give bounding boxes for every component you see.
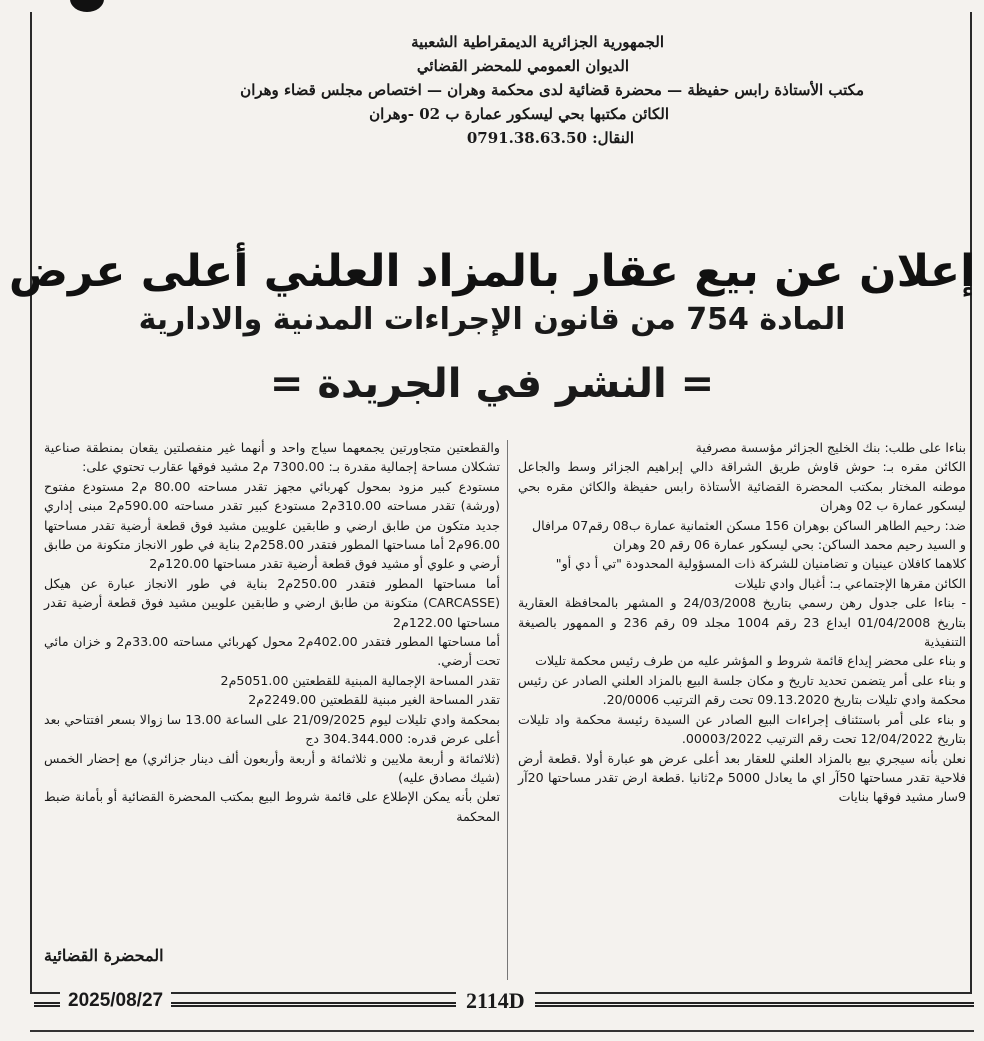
paragraph: بناءا على طلب: بنك الخليج الجزائر مؤسسة مصرفية [695, 440, 966, 455]
corner-mark [70, 0, 104, 12]
paragraph: نعلن بأنه سيجري بيع بالمزاد العلني للعقار بعد أعلى عرض هو عبارة أولا .قطعة أرض فلاحية تقدر مساحتها 50آر اي ما يعادل 5000 م2ثانيا .قطعة ارض تقدر مساحتها 20آر 9سار مشيد فوقها بنايات [518, 750, 966, 805]
footer-date: 2025/08/27 [60, 990, 171, 1012]
paragraph: تقدر المساحة الغير مبنية للقطعتين 2249.00م2 [248, 692, 500, 708]
right-column [518, 438, 966, 807]
document-header [144, 30, 864, 150]
bottom-rule [30, 1030, 974, 1032]
paragraph: الكائن مقره بـ: حوش قاوش طريق الشراقة دالي إبراهيم الجزائر وسط والجاعل موطنه المختار بمكتب المحضرة القضائية الأستاذة رابس حفيظة والكائن مقره بحي ليسكور عمارة ب 02 وهران [518, 459, 966, 514]
paragraph: مستودع كبير مزود بمحول كهربائي مجهز تقدر مساحته 80.00 م2 مستودع مفتوح (ورشة) تقدر مساحته 310.00م2 مستودع كبير تقدر مساحته 590.00م2 مبنى إداري جديد متكون من طابق ارضي و طابقين علويين مشيد فوق قطعة أرضية تقدر مساحتها 96.00م2 أما مساحتها المطور فتقدر 258.00م2 بناية في طور الانجاز متكونة من طابق أرضي و علوي أو مشيد فوق قطعة أرضية تقدر مساحتها 120.00م2 [44, 478, 501, 572]
footer-code: 2114D [456, 988, 535, 1014]
announcement-subtitle: المادة 754 من قانون الإجراءات المدنية والادارية [138, 302, 846, 337]
paragraph: و بناء على أمر يتضمن تحديد تاريخ و مكان جلسة البيع بالمزاد العلني الصادر عن رئيس محكمة وادي تليلات بتاريخ 09.13.2020 تحت رقم الترتيب 20/0006. [518, 672, 966, 708]
paragraph: والقطعتين متجاورتين يجمعهما سياج واحد و أنهما غير منفصلتين يقعان بمنطقة صناعية تشكلان مساحة إجمالية مقدرة بـ: 7300.00 م2 مشيد فوقها عقارب تحتوي على: [44, 440, 500, 475]
paragraph: الكائن مقرها الإجتماعي بـ: أغبال وادي تليلات [734, 575, 966, 591]
header-bailiff: مكتب الأستاذة رابس حفيظة — محضرة قضائية لدى محكمة وهران — اختصاص مجلس قضاء وهران [240, 81, 864, 99]
header-phone: النقال: 0791.38.63.50 [466, 129, 634, 147]
paragraph: بمحكمة وادي تليلات ليوم 21/09/2025 على الساعة 13.00 سا زوالا بسعر افتتاحي بعد أعلى عرض قدره: 304.344.000 دج [44, 711, 500, 747]
header-office: الديوان العمومي للمحضر القضائي [416, 57, 629, 75]
paragraph: أما مساحتها المطور فتقدر 402.00م2 محول كهربائي مساحته 33.00م2 و خزان مائي تحت أرضي. [44, 634, 500, 669]
paragraph: و بناء على محضر إيداع قائمة شروط و المؤشر عليه من طرف رئيس محكمة تليلات [535, 653, 966, 669]
paragraph: (ثلاثمائة و أربعة ملايين و ثلاثمائة و أربعة وأربعون ألف دينار جزائري) مع إحضار الخمس (شيك مصادق عليه) [44, 750, 500, 785]
header-republic: الجمهورية الجزائرية الديمقراطية الشعبية [411, 33, 664, 51]
header-address: الكائن مكتبها بحي ليسكور عمارة ب 02 -وهران [369, 105, 669, 123]
paragraph: و بناء على أمر باستئناف إجراءات البيع الصادر عن السيدة رئيسة محكمة واد تليلات بتاريخ 12/04/2022 تحت رقم الترتيب 00003/2022. [518, 711, 966, 747]
paragraph: تقدر المساحة الإجمالية المبنية للقطعتين 5051.00م2 [220, 672, 500, 688]
paragraph: ضد: رحيم الطاهر الساكن بوهران 156 مسكن العثمانية عمارة ب08 رقم07 مرافال [532, 517, 966, 533]
column-divider [507, 440, 508, 980]
announcement-title: إعلان عن بيع عقار بالمزاد العلني أعلى عرض [8, 246, 976, 297]
paragraph: أما مساحتها المطور فتقدر 250.00م2 بناية في طور الانجاز عبارة عن هيكل (CARCASSE) متكونة من طابق ارضي و طابقين علويين مشيد فوق قطعة أرضية تقدر مساحتها 122.00م2 [44, 575, 501, 630]
paragraph: و السيد رحيم محمد الساكن: بحي ليسكور عمارة 06 رقم 20 وهران [613, 537, 966, 553]
publish-heading: = النشر في الجريدة = [269, 361, 715, 407]
paragraph: كلاهما كافلان عينيان و تضامنيان للشركة ذات المسؤولية المحدودة "تي أ دي أو" [555, 556, 966, 572]
signature-label: المحضرة القضائية [44, 946, 164, 965]
paragraph: تعلن بأنه يمكن الإطلاع على قائمة شروط البيع بمكتب المحضرة القضائية أو بأمانة ضبط المحكمة [44, 789, 500, 824]
left-column [44, 438, 500, 826]
paragraph: - بناءا على جدول رهن رسمي بتاريخ 24/03/2008 و المشهر بالمحافظة العقارية بتاريخ 01/04/2008 ايداع 23 رقم 1004 مجلد 09 رقم 236 و الممهور بالصيغة التنفيذية [518, 595, 966, 650]
